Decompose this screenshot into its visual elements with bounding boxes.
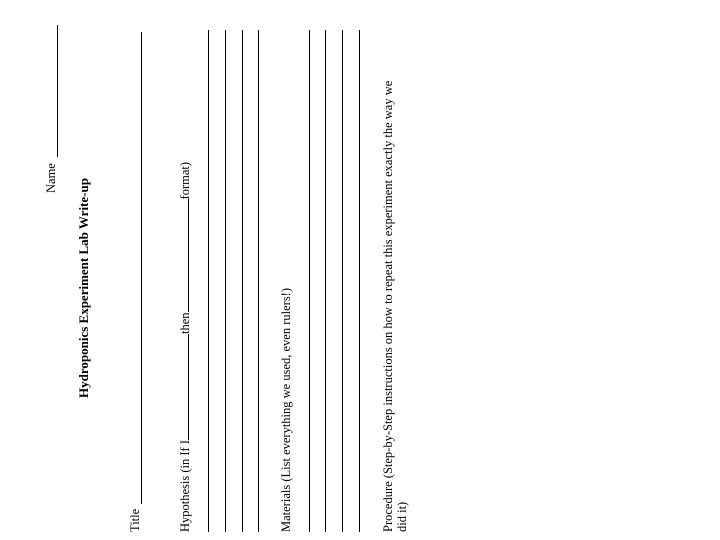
- materials-writing-line[interactable]: [342, 30, 343, 532]
- hypothesis-prefix: Hypothesis (in If I: [178, 440, 192, 532]
- materials-label: Materials (List everything we used, even rulers!): [279, 287, 293, 532]
- hypothesis-writing-line[interactable]: [258, 30, 259, 532]
- hypothesis-if-blank[interactable]: [178, 334, 189, 440]
- hypothesis-line: [178, 162, 192, 532]
- hypothesis-writing-line[interactable]: [242, 30, 243, 532]
- procedure-label: [381, 81, 409, 532]
- page-title: Hydroponics Experiment Lab Write-up: [76, 178, 91, 398]
- hypothesis-suffix: format): [178, 161, 192, 200]
- name-label: Name: [44, 163, 58, 193]
- name-blank-line[interactable]: [57, 25, 58, 157]
- procedure-label-line2: did it): [395, 501, 409, 532]
- hypothesis-writing-line[interactable]: [208, 30, 209, 532]
- hypothesis-then: then: [178, 312, 192, 334]
- materials-writing-line[interactable]: [325, 30, 326, 532]
- materials-writing-line[interactable]: [309, 30, 310, 532]
- title-label: Title: [128, 508, 142, 532]
- materials-writing-line[interactable]: [359, 30, 360, 532]
- hypothesis-then-blank[interactable]: [178, 199, 189, 312]
- hypothesis-writing-line[interactable]: [225, 30, 226, 532]
- procedure-label-line1: Procedure (Step-by-Step instructions on how to repeat this experiment exactly the way we: [381, 80, 395, 532]
- title-blank-line[interactable]: [141, 32, 142, 504]
